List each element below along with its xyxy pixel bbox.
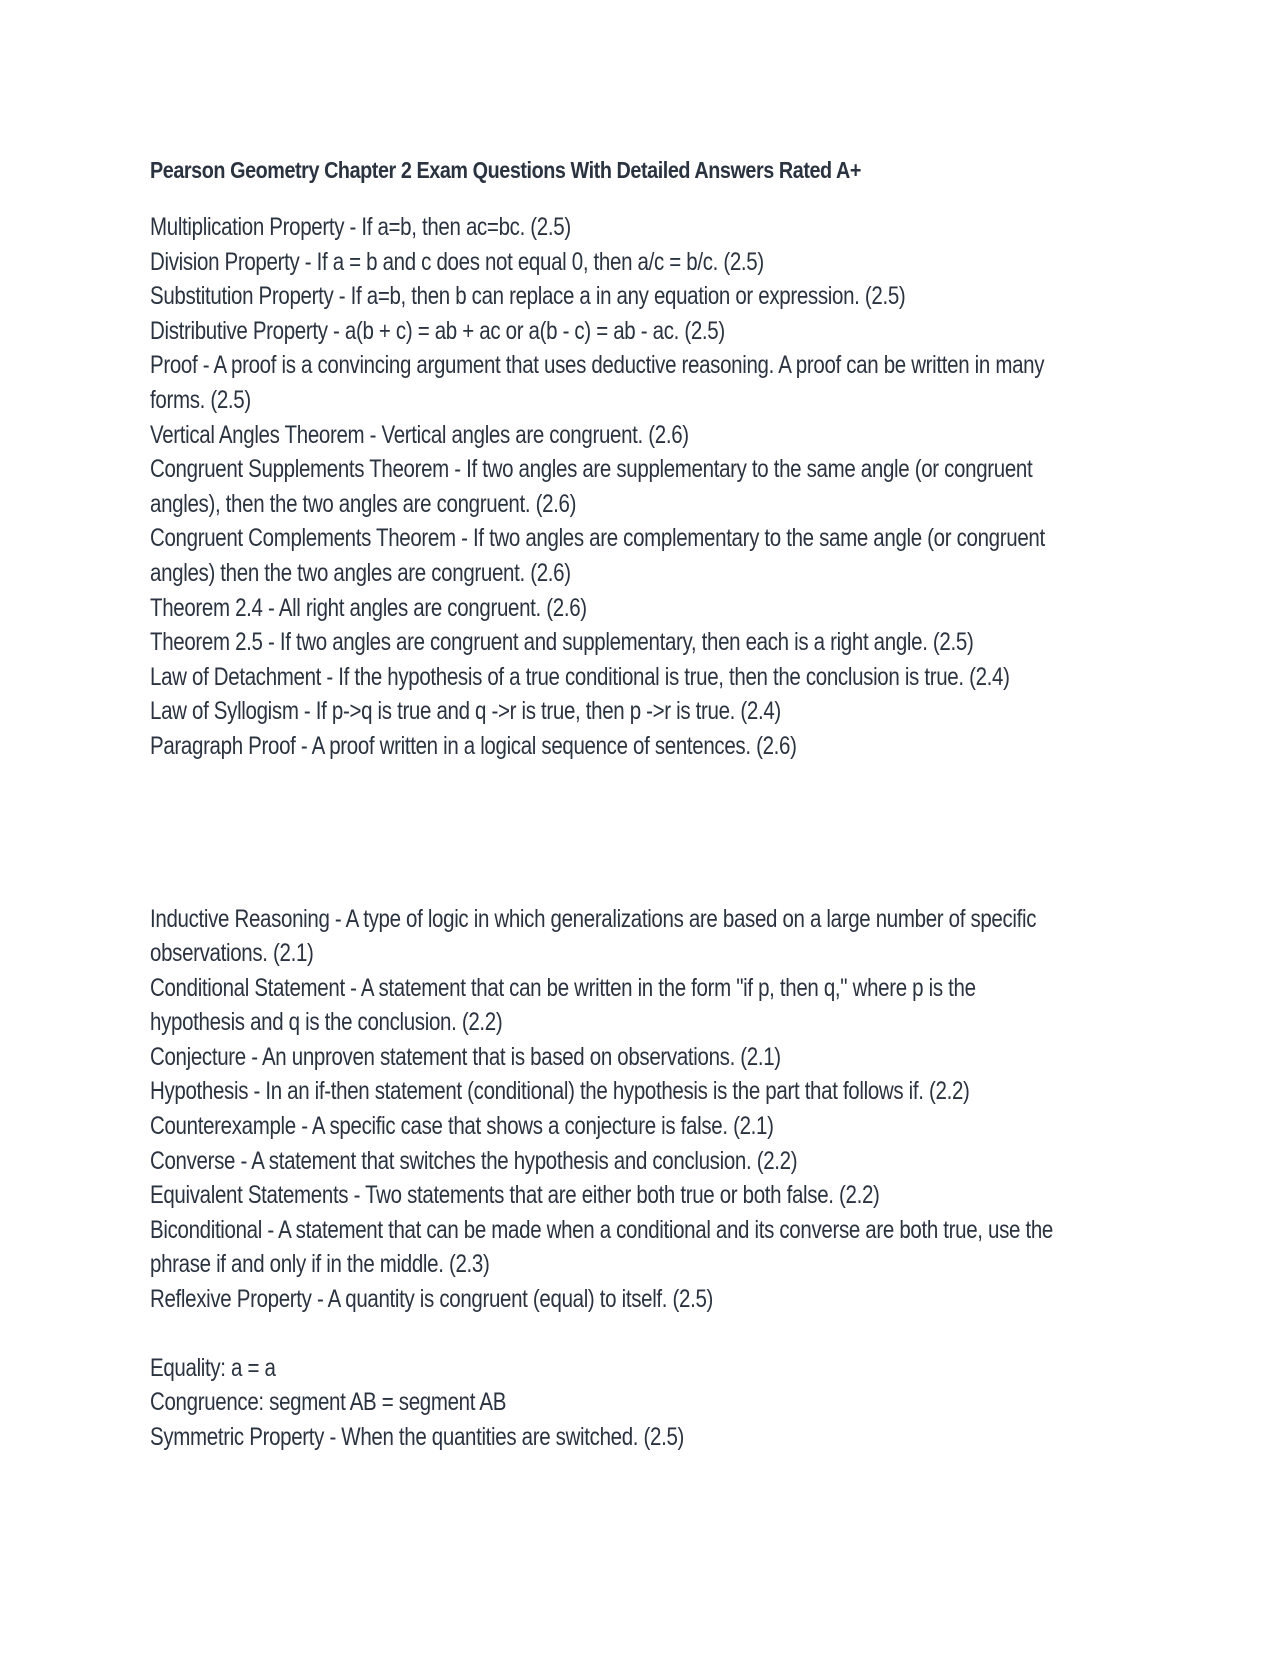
text-line: Multiplication Property - If a=b, then ac=bc. (2.5) (150, 213, 571, 241)
text-line: phrase if and only if in the middle. (2.3) (150, 1250, 490, 1279)
text-line: Biconditional - A statement that can be made when a conditional and its converse are both true, use the (150, 1215, 1053, 1244)
text-line: observations. (2.1) (150, 939, 314, 968)
text-line: Reflexive Property - A quantity is congruent (equal) to itself. (2.5) (150, 1285, 714, 1314)
text-line: Counterexample - A specific case that shows a conjecture is false. (2.1) (150, 1112, 774, 1141)
document-title: Pearson Geometry Chapter 2 Exam Questions With Detailed Answers Rated A+ (150, 157, 862, 183)
text-line: Equivalent Statements - Two statements that are either both true or both false. (2.2) (150, 1181, 880, 1210)
text-line: angles), then the two angles are congruent. (2.6) (150, 489, 577, 518)
definitions-section-1 (150, 210, 1110, 764)
section-spacer (150, 764, 1110, 902)
text-line: Congruent Complements Theorem - If two angles are complementary to the same angle (or congruent (150, 524, 1045, 553)
document-page (150, 150, 1110, 1454)
text-line: Hypothesis - In an if-then statement (conditional) the hypothesis is the part that follows if. (2.2) (150, 1077, 970, 1106)
definitions-section-3 (150, 1351, 1110, 1455)
text-line: Congruent Supplements Theorem - If two angles are supplementary to the same angle (or congruent (150, 455, 1033, 484)
text-line: hypothesis and q is the conclusion. (2.2) (150, 1008, 503, 1037)
text-line: Inductive Reasoning - A type of logic in which generalizations are based on a large number of specific (150, 904, 1037, 933)
text-line: Paragraph Proof - A proof written in a logical sequence of sentences. (2.6) (150, 731, 797, 760)
text-line: Congruence: segment AB = segment AB (150, 1388, 507, 1417)
text-line: angles) then the two angles are congruent. (2.6) (150, 558, 571, 587)
text-line: Conjecture - An unproven statement that is based on observations. (2.1) (150, 1042, 781, 1071)
text-line: Law of Detachment - If the hypothesis of a true conditional is true, then the conclusion is true. (2.4) (150, 662, 1010, 691)
text-line: Substitution Property - If a=b, then b can replace a in any equation or expression. (2.5) (150, 282, 906, 311)
definitions-section-2 (150, 902, 1110, 1317)
text-line: Division Property - If a = b and c does not equal 0, then a/c = b/c. (2.5) (150, 247, 764, 276)
text-line: Symmetric Property - When the quantities are switched. (2.5) (150, 1422, 685, 1451)
text-line: Conditional Statement - A statement that can be written in the form "if p, then q," where p is the (150, 973, 976, 1002)
text-line: Converse - A statement that switches the hypothesis and conclusion. (2.2) (150, 1146, 798, 1175)
text-line: forms. (2.5) (150, 385, 251, 414)
text-line: Distributive Property - a(b + c) = ab + ac or a(b - c) = ab - ac. (2.5) (150, 316, 725, 345)
text-line: Equality: a = a (150, 1353, 276, 1382)
text-line: Theorem 2.5 - If two angles are congruent and supplementary, then each is a right angle. (2.5) (150, 628, 974, 657)
text-line: Theorem 2.4 - All right angles are congruent. (2.6) (150, 593, 587, 622)
text-line: Proof - A proof is a convincing argument that uses deductive reasoning. A proof can be written in many (150, 351, 1045, 380)
text-line: Vertical Angles Theorem - Vertical angles are congruent. (2.6) (150, 420, 689, 449)
section-spacer (150, 1317, 1110, 1351)
text-line: Law of Syllogism - If p->q is true and q ->r is true, then p ->r is true. (2.4) (150, 697, 781, 726)
